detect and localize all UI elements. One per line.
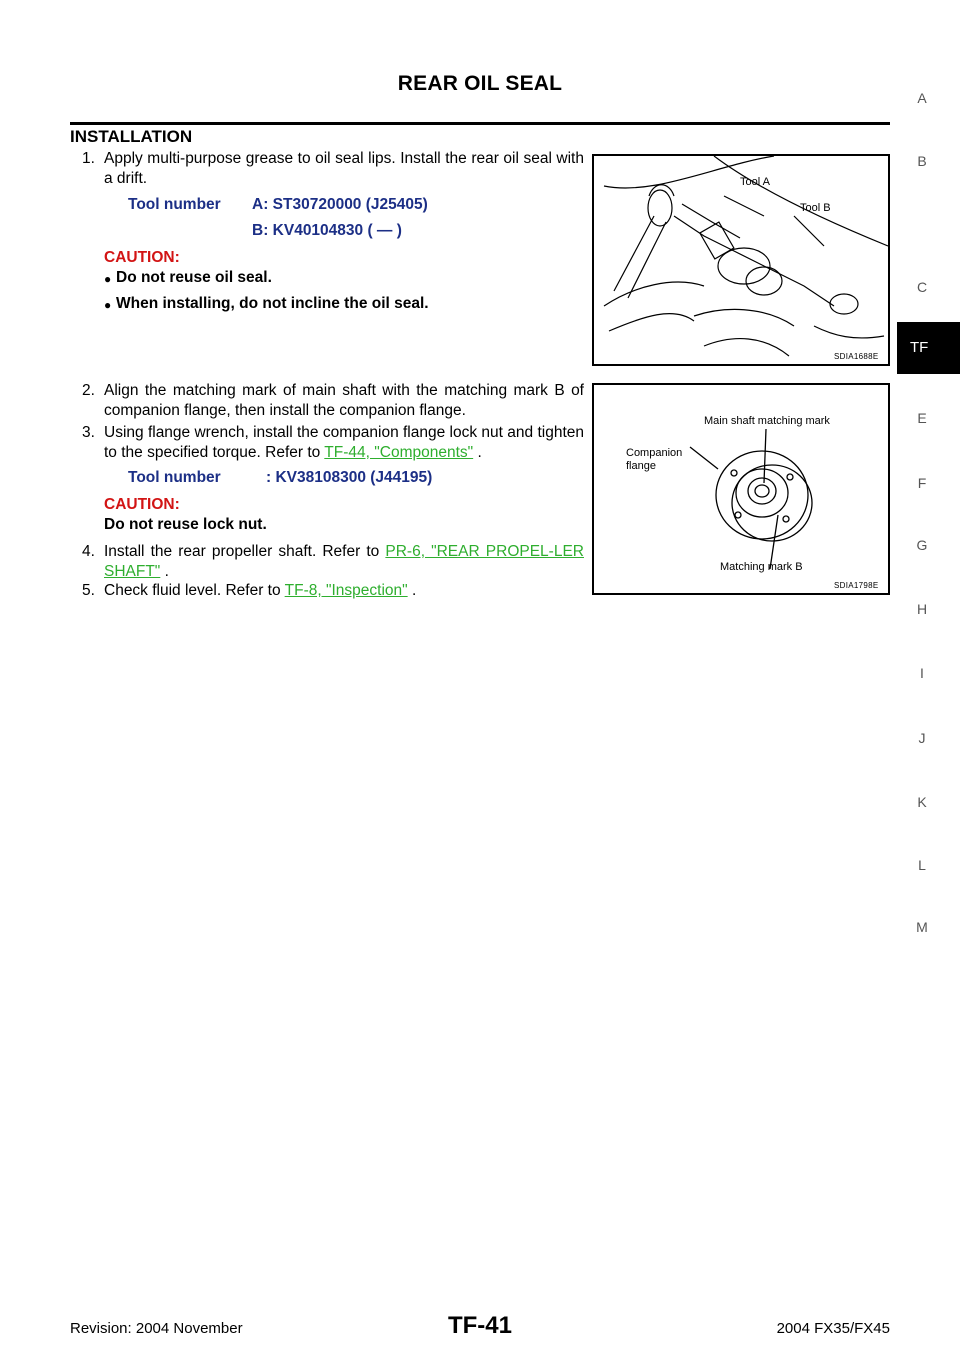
figure-oil-seal-installation [592,154,890,366]
step-1-tool-a: A: ST30720000 (J25405) [252,196,428,213]
step-3-text: Using flange wrench, install the companion flange lock nut and tighten to the specified torque. Refer to [104,424,584,461]
step-4-text-after: . [160,563,169,580]
step-3-caution-label: CAUTION: [104,496,180,513]
sidebar-letter-j: J [918,730,926,746]
step-3-text-after: . [473,444,482,461]
page-title: REAR OIL SEAL [397,72,563,95]
step-4 [82,542,584,582]
sidebar-letter-g: G [916,537,928,553]
sidebar-letter-l: L [918,857,926,873]
step-5-text: Check fluid level. Refer to [104,582,285,599]
step-3-number: 3. [82,424,95,441]
figure-companion-flange [592,383,890,595]
step-5-number: 5. [82,582,95,599]
figure-2-label-flange: flange [626,460,656,472]
figure-1-code: SDIA1688E [834,352,879,361]
step-1-number: 1. [82,150,95,167]
header-rule [70,122,890,125]
section-heading: INSTALLATION [70,127,193,146]
figure-1-label-tool-a: Tool A [740,176,770,188]
step-3-tool-label: Tool number [128,469,221,486]
figure-2-label-companion: Companion [626,447,683,459]
sidebar-active-tab: TF [897,322,960,374]
footer-model: 2004 FX35/FX45 [776,1320,890,1337]
step-2-text: Align the matching mark of main shaft with the matching mark B of companion flange, then install the companion flange. [104,382,584,419]
step-1 [82,149,584,189]
sidebar-letter-e: E [917,410,927,426]
sidebar-letter-k: K [917,794,927,810]
step-1-text: Apply multi-purpose grease to oil seal lips. Install the rear oil seal with a drift. [104,150,584,187]
step-2-number: 2. [82,382,95,399]
step-4-text: Install the rear propeller shaft. Refer to [104,543,386,560]
sidebar-letter-b: B [917,153,927,169]
sidebar-letter-a: A [917,90,927,106]
step-3-caution-text: Do not reuse lock nut. [104,516,267,533]
step-4-link[interactable]: PR-6, "REAR PROPEL-LER SHAFT" [104,543,584,580]
step-5-text-after: . [407,582,417,599]
step-1-bullet-2: When installing, do not incline the oil seal. [116,295,429,312]
bullet-icon: ● [104,272,112,286]
step-1-caution-label: CAUTION: [104,249,180,266]
figure-2-label-matching-mark: Matching mark B [720,561,803,573]
sidebar-letter-f: F [917,475,927,491]
figure-2-label-main-shaft: Main shaft matching mark [704,415,830,427]
step-3-link[interactable]: TF-44, "Components" [324,444,474,461]
step-5 [82,581,584,601]
bullet-icon: ● [104,298,112,312]
step-1-tool-label: Tool number [128,196,221,213]
step-5-link[interactable]: TF-8, "Inspection" [284,582,408,599]
step-3 [82,423,584,463]
sidebar-letter-i: I [920,665,924,681]
step-1-tool-b: B: KV40104830 ( — ) [252,222,402,239]
footer-revision: Revision: 2004 November [70,1320,243,1337]
step-2 [82,381,584,421]
step-4-number: 4. [82,543,95,560]
sidebar-letter-h: H [916,601,928,617]
figure-2-code: SDIA1798E [834,581,879,590]
sidebar-letter-c: C [916,279,928,295]
step-3-tool-value: : KV38108300 (J44195) [266,469,433,486]
footer-page-number: TF-41 [447,1312,512,1339]
sidebar-letter-m: M [916,919,928,935]
figure-1-label-tool-b: Tool B [800,202,831,214]
step-1-bullet-1: Do not reuse oil seal. [116,269,272,286]
